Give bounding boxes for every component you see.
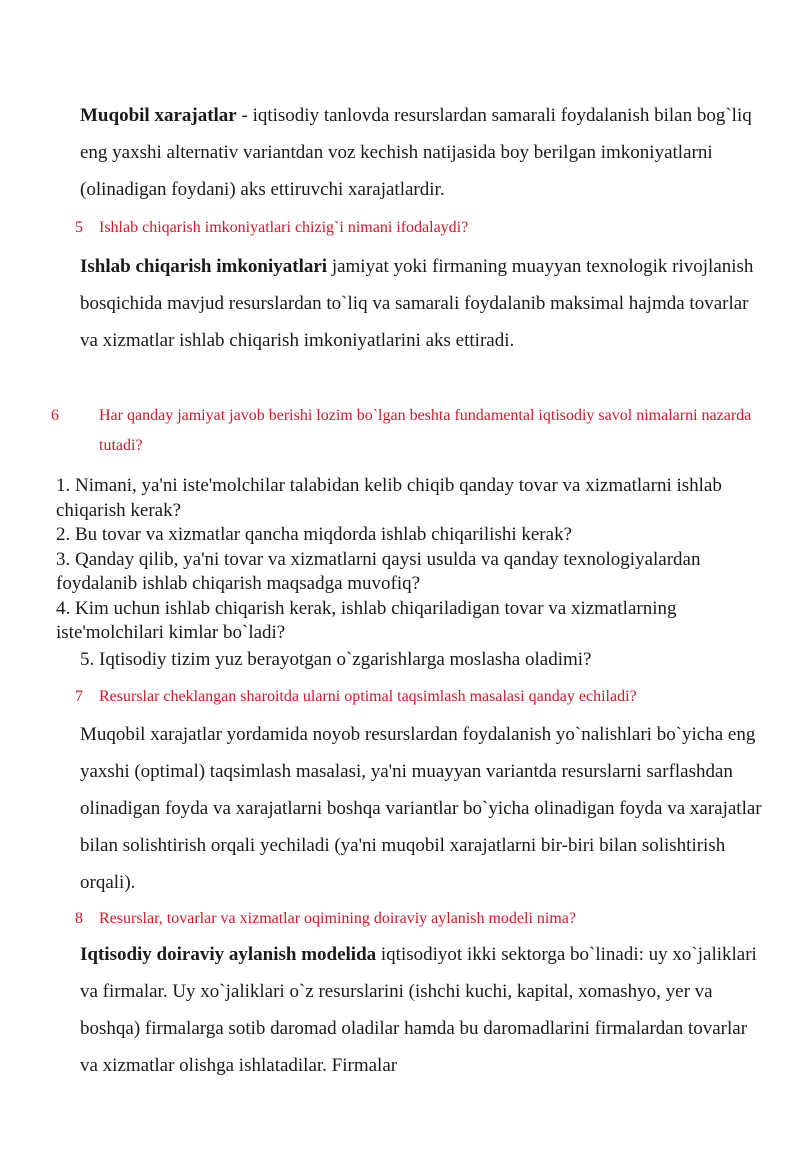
list-item: 4. Kim uchun ishlab chiqarish kerak, ishlab chiqariladigan tovar va xizmatlarning iste'molchilari kimlar bo`ladi? [56,597,677,643]
paragraph-production-possibilities [80,248,760,359]
question-number: 8 [75,910,83,927]
paragraph-text: Muqobil xarajatlar yordamida noyob resurslardan foydalanish yo`nalishlari bo`yicha eng yaxshi (optimal) taqsimlash masalasi, ya'ni muayyan variantda resurslarni sarflashdan olinadigan foyda va xarajatlarni boshqa variantlar bo`yicha olinadigan foyda va xarajatlar bilan solishtirish orqali yechiladi (ya'ni muqobil xarajatlarni bir-biri bilan solishtirish orqali). [80,724,762,893]
paragraph-optimal-allocation [80,716,765,901]
paragraph-text: iqtisodiyot ikki sektorga bo`linadi: uy xo`jaliklari va firmalar. Uy xo`jaliklari o`z resurslarini (ishchi kuchi, kapital, xomashyo, yer va boshqa) firmalarga sotib daromad oladilar hamda bu daromadlarini firmalardan tovarlar va xizmatlar olishga ishlatadilar. Firmalar [80,944,757,1076]
paragraph-circular-flow [80,936,765,1084]
list-item: 5. Iqtisodiy tizim yuz berayotgan o`zgarishlarga moslasha oladimi? [80,648,592,670]
paragraph-opportunity-cost [80,97,780,208]
question-7 [75,682,637,712]
question-number: 5 [75,219,83,236]
question-text: Har qanday jamiyat javob berishi lozim bo`lgan beshta fundamental iqtisodiy savol nimalarni nazarda tutadi? [99,407,752,454]
term-opportunity-cost: Muqobil xarajatlar [80,105,237,126]
list-item: 3. Qanday qilib, ya'ni tovar va xizmatlarni qaysi usulda va qanday texnologiyalardan foydalanib ishlab chiqarish maqsadga muvofiq? [56,548,701,594]
question-number: 6 [51,407,59,424]
list-item: 2. Bu tovar va xizmatlar qancha miqdorda ishlab chiqarilishi kerak? [56,524,572,545]
term-production-possibilities: Ishlab chiqarish imkoniyatlari [80,256,328,277]
question-text: Resurslar cheklangan sharoitda ularni optimal taqsimlash masalasi qanday echiladi? [99,688,637,705]
definition-text: - iqtisodiy tanlovda resurslardan samarali foydalanish bilan bog`liq eng yaxshi alternativ variantdan voz kechish natijasida boy berilgan imkoniyatlarni (olinadigan foydani) aks ettiruvchi xarajatlardir. [80,105,752,200]
question-text: Ishlab chiqarish imkoniyatlari chizig`i nimani ifodalaydi? [99,219,469,236]
question-8 [75,904,576,934]
list-item: 1. Nimani, ya'ni iste'molchilar talabidan kelib chiqib qanday tovar va xizmatlarni ishlab chiqarish kerak? [56,475,722,521]
question-6 [51,401,759,461]
question-text: Resurslar, tovarlar va xizmatlar oqimining doiraviy aylanish modeli nima? [99,910,577,927]
term-circular-flow: Iqtisodiy doiraviy aylanish modelida [80,944,377,965]
definition-text: jamiyat yoki firmaning muayyan texnologik rivojlanish bosqichida mavjud resurslardan to`liq va samarali foydalanib maksimal hajmda tovarlar va xizmatlar ishlab chiqarish imkoniyatlarini aks ettiradi. [80,256,754,351]
question-number: 7 [75,688,83,705]
five-questions-list [56,474,776,672]
question-5 [75,213,468,243]
